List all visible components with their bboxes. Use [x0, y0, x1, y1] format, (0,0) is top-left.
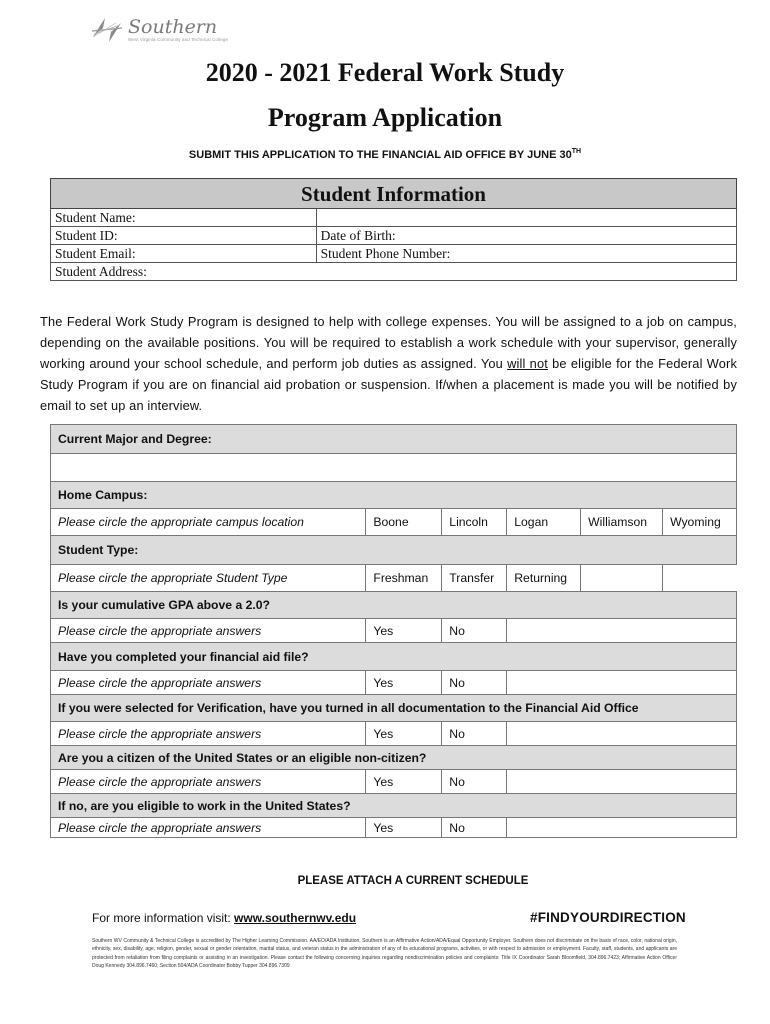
- footer-visit-line: [92, 911, 356, 925]
- work-eligibility-prompt: Please circle the appropriate answers: [51, 818, 366, 838]
- footer-visit-label: For more information visit:: [92, 911, 235, 925]
- program-description: [40, 311, 737, 416]
- nondiscrimination-notice: Southern WV Community & Technical College is accredited by The Higher Learning Commission. AA/EO/ADA Institution. Southern is an Affirmative Action/ADA/Equal Opportunity Employer. Southern does not discriminate on the basis of race, color, national origin, ethnicity, sex, disability, age, religion, gender, sexual or gender orientation, marital status, and veteran status in the administration of any of its educational programs, activities, or with respect to admission or employment. Faculty, staff, students, and applicants are protected from retaliation from filing complaints or assisting in an investigation. Please contact the following concerning inquiries regarding nondiscrimination policies and complaints: Title IX Coordinator Sarah Bloomfield, 304.896.7423; Affirmative Action Officer Doug Kennedy 304.896.7460; Section 504/ADA Coordinator Bobby Tupper 304.896.7309: [92, 938, 677, 970]
- student-email-field[interactable]: Student Email:: [51, 245, 317, 263]
- description-text-2: be eligible for the Federal Work Study Program if you are on financial aid probation or suspension. If/when a placement is made you will be notified by email to set up an interview.: [40, 356, 737, 413]
- website-link[interactable]: www.southernwv.edu: [234, 911, 357, 925]
- student-name-label: Student Name:: [51, 209, 317, 227]
- student-phone-field[interactable]: Student Phone Number:: [316, 245, 736, 263]
- financial-aid-file-option-yes[interactable]: Yes: [366, 671, 442, 695]
- logo-tagline: West Virginia Community and Technical College: [128, 37, 229, 42]
- citizen-option-yes[interactable]: Yes: [366, 770, 442, 794]
- campus-prompt: Please circle the appropriate campus location: [51, 509, 366, 536]
- student-id-field[interactable]: Student ID:: [51, 227, 317, 245]
- student-type-blank: [663, 565, 737, 592]
- financial-aid-file-option-no[interactable]: No: [442, 671, 507, 695]
- financial-aid-file-empty-cell: [507, 671, 737, 695]
- major-answer-field[interactable]: [51, 454, 737, 482]
- work-eligibility-question: If no, are you eligible to work in the United States?: [51, 794, 737, 818]
- footer-hashtag: #FINDYOURDIRECTION: [530, 910, 686, 925]
- application-form-table: [50, 424, 737, 838]
- student-type-empty-cell: [581, 565, 663, 592]
- verification-option-no[interactable]: No: [442, 722, 507, 746]
- submit-superscript: TH: [571, 148, 582, 155]
- gpa-empty-cell: [507, 619, 737, 643]
- page-title-line2: Program Application: [267, 103, 503, 132]
- campus-question: Home Campus:: [51, 482, 737, 509]
- citizen-question: Are you a citizen of the United States or an eligible non-citizen?: [51, 746, 737, 770]
- verification-option-yes[interactable]: Yes: [366, 722, 442, 746]
- date-of-birth-field[interactable]: Date of Birth:: [316, 227, 736, 245]
- verification-prompt: Please circle the appropriate answers: [51, 722, 366, 746]
- gpa-prompt: Please circle the appropriate answers: [51, 619, 366, 643]
- gpa-option-no[interactable]: No: [442, 619, 507, 643]
- submit-text: SUBMIT THIS APPLICATION TO THE FINANCIAL AID OFFICE BY JUNE 30: [188, 149, 572, 161]
- student-type-question: Student Type:: [51, 536, 737, 565]
- citizen-prompt: Please circle the appropriate answers: [51, 770, 366, 794]
- student-type-option-transfer[interactable]: Transfer: [442, 565, 507, 592]
- description-text-1: The Federal Work Study Program is designed to help with college expenses. You will be assigned to a job on campus, depending on the available positions. You will be required to establish a work schedule with your supervisor, generally working around your school schedule, and perform job duties as assigned. You: [40, 314, 737, 371]
- financial-aid-file-prompt: Please circle the appropriate answers: [51, 671, 366, 695]
- description-underline: will not: [507, 356, 548, 371]
- student-type-option-returning[interactable]: Returning: [507, 565, 581, 592]
- campus-option-lincoln[interactable]: Lincoln: [442, 509, 507, 536]
- college-logo: [90, 14, 229, 46]
- work-eligibility-option-yes[interactable]: Yes: [366, 818, 442, 838]
- verification-question: If you were selected for Verification, have you turned in all documentation to the Financial Aid Office: [51, 695, 737, 722]
- student-type-option-freshman[interactable]: Freshman: [366, 565, 442, 592]
- campus-option-williamson[interactable]: Williamson: [581, 509, 663, 536]
- campus-option-boone[interactable]: Boone: [366, 509, 442, 536]
- campus-option-logan[interactable]: Logan: [507, 509, 581, 536]
- submit-instruction: [0, 148, 770, 161]
- work-eligibility-option-no[interactable]: No: [442, 818, 507, 838]
- compass-logo-icon: [90, 15, 124, 45]
- campus-option-wyoming[interactable]: Wyoming: [663, 509, 737, 536]
- page-title-line1: 2020 - 2021 Federal Work Study: [205, 58, 565, 87]
- gpa-question: Is your cumulative GPA above a 2.0?: [51, 592, 737, 619]
- financial-aid-file-question: Have you completed your financial aid file?: [51, 643, 737, 671]
- student-name-field[interactable]: [316, 209, 736, 227]
- student-type-prompt: Please circle the appropriate Student Type: [51, 565, 366, 592]
- citizen-option-no[interactable]: No: [442, 770, 507, 794]
- verification-empty-cell: [507, 722, 737, 746]
- logo-name: Southern: [128, 15, 218, 38]
- major-question: Current Major and Degree:: [51, 425, 737, 454]
- citizen-empty-cell: [507, 770, 737, 794]
- attach-schedule-note: PLEASE ATTACH A CURRENT SCHEDULE: [297, 875, 529, 887]
- student-info-table: [50, 178, 737, 281]
- gpa-option-yes[interactable]: Yes: [366, 619, 442, 643]
- student-address-field[interactable]: Student Address:: [51, 263, 737, 281]
- work-eligibility-empty-cell: [507, 818, 737, 838]
- student-info-header: Student Information: [51, 179, 737, 209]
